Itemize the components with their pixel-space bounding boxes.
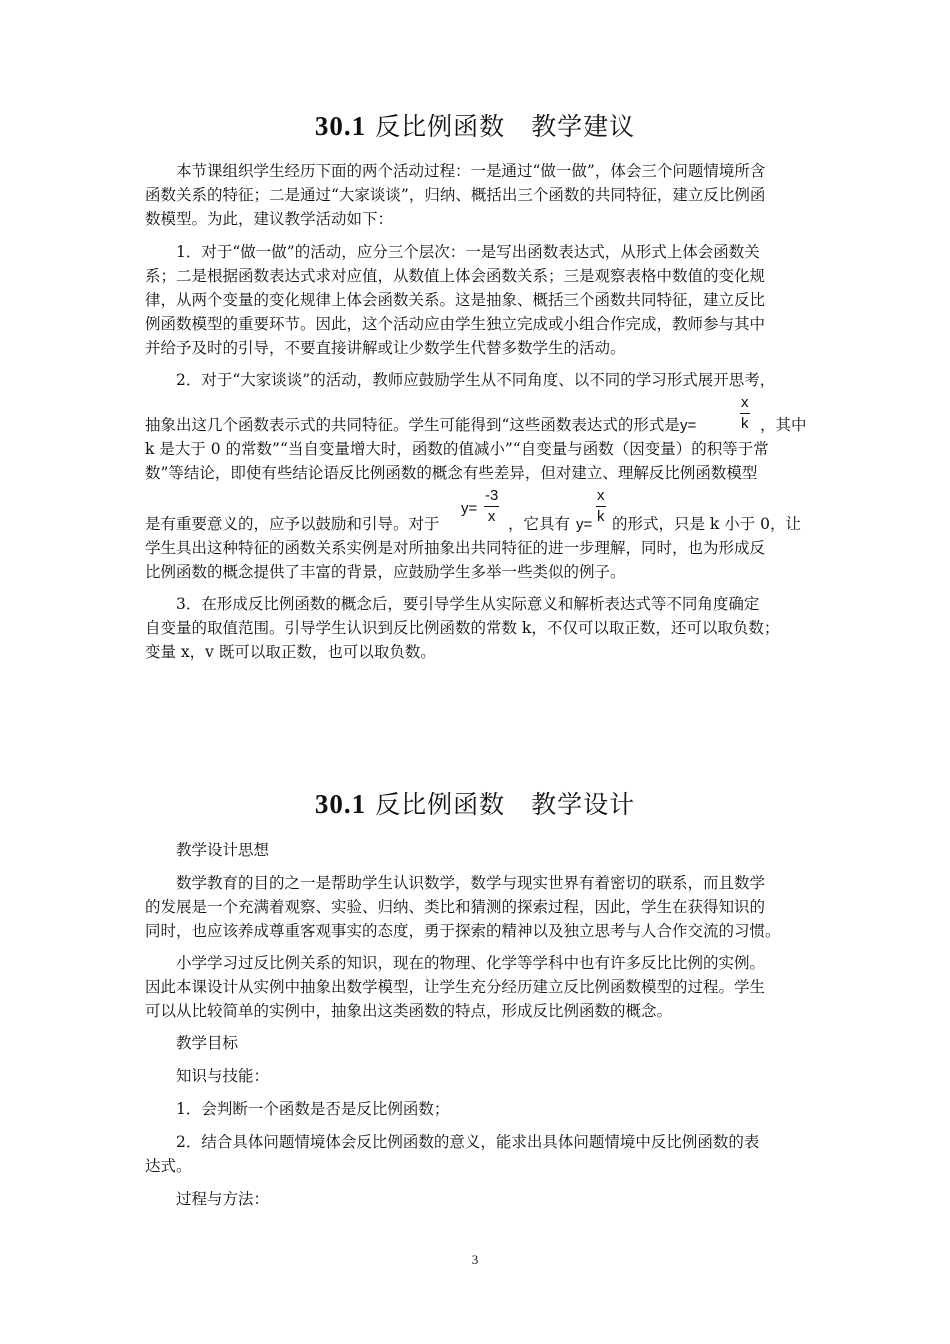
text-segment: ，其中 bbox=[760, 416, 807, 434]
text-segment: 是有重要意义的，应予以鼓励和引导。对于 bbox=[145, 515, 440, 533]
fraction-minus3-over-x bbox=[484, 487, 499, 526]
paragraph-line-with-formula bbox=[145, 413, 805, 438]
fraction-bar bbox=[596, 506, 606, 507]
fraction-bar bbox=[484, 506, 499, 507]
title-text: 反比例函数 教学建议 bbox=[375, 112, 636, 141]
subheading: 知识与技能： bbox=[176, 1067, 270, 1085]
paragraph-line: 可以从比较简单的实例中，抽象出这类函数的特点，形成反比例函数的概念。 bbox=[145, 1002, 673, 1020]
subheading: 教学设计思想 bbox=[176, 841, 270, 859]
list-item-continuation: 达式。 bbox=[145, 1157, 192, 1175]
paragraph-line: 数”等结论，即使有些结论语反比例函数的概念有些差异，但对建立、理解反比例函数模型 bbox=[145, 464, 758, 482]
paragraph-line: 本节课组织学生经历下面的两个活动过程：一是通过“做一做”，体会三个问题情境所含 bbox=[176, 162, 766, 180]
formula-lhs: y= bbox=[679, 417, 697, 434]
paragraph-line: 比例函数的概念提供了丰富的背景，应鼓励学生多举一些类似的例子。 bbox=[145, 563, 626, 581]
text-segment: 的形式，只是 k 小于 0，让 bbox=[612, 515, 802, 533]
page-number: 3 bbox=[471, 1252, 479, 1267]
paragraph-line: 自变量的取值范围。引导学生认识到反比例函数的常数 k，不仅可以取正数，还可以取负数； bbox=[145, 619, 780, 637]
paragraph-line: 数模型。为此，建议教学活动如下： bbox=[145, 210, 394, 228]
formula-y-equals: y= bbox=[576, 516, 593, 533]
fraction-denominator: k bbox=[597, 508, 605, 525]
subheading: 过程与方法： bbox=[176, 1190, 270, 1208]
paragraph-line: 例函数模型的重要环节。因此，这个活动应由学生独立完成或小组合作完成，教师参与其中 bbox=[145, 315, 766, 333]
fraction-denominator: k bbox=[741, 415, 749, 432]
paragraph-line: 系；二是根据函数表达式求对应值，从数值上体会函数关系；三是观察表格中数值的变化规 bbox=[145, 267, 766, 285]
paragraph-line: 学生具出这种特征的函数关系实例是对所抽象出共同特征的进一步理解，同时，也为形成反 bbox=[145, 539, 766, 557]
formula-lhs bbox=[576, 512, 598, 537]
list-item: 2．结合具体问题情境体会反比例函数的意义，能求出具体问题情境中反比例函数的表 bbox=[176, 1133, 760, 1151]
fraction-x-over-k bbox=[596, 487, 606, 526]
fraction-numerator: x bbox=[741, 394, 749, 411]
paragraph-line: 变量 x，v 既可以取正数，也可以取负数。 bbox=[145, 643, 436, 661]
paragraph-line: 律，从两个变量的变化规律上体会函数关系。这是抽象、概括三个函数共同特征，建立反比 bbox=[145, 291, 766, 309]
paragraph-line: 数学教育的目的之一是帮助学生认识数学，数学与现实世界有着密切的联系，而且数学 bbox=[176, 874, 766, 892]
title-number: 30.1 bbox=[314, 789, 367, 819]
paragraph-line: 函数关系的特征；二是通过“大家谈谈”，归纳、概括出三个函数的共同特征，建立反比例函 bbox=[145, 186, 766, 204]
list-item: 1．会判断一个函数是否是反比例函数； bbox=[176, 1100, 450, 1118]
formula-y-equals: y= bbox=[461, 500, 478, 517]
fraction-bar bbox=[740, 413, 750, 414]
title-text: 反比例函数 教学设计 bbox=[375, 790, 636, 819]
paragraph-line: 2．对于“大家谈谈”的活动，教师应鼓励学生从不同角度、以不同的学习形式展开思考， bbox=[176, 371, 776, 389]
paragraph-line: 1．对于“做一做”的活动，应分三个层次：一是写出函数表达式，从形式上体会函数关 bbox=[176, 243, 760, 261]
text-segment: 抽象出这几个函数表示式的共同特征。学生可能得到“这些函数表达式的形式是 bbox=[145, 416, 680, 434]
paragraph-line: 小学学习过反比例关系的知识，现在的物理、化学等学科中也有许多反比比例的实例。 bbox=[176, 954, 766, 972]
fraction-numerator: -3 bbox=[485, 487, 499, 504]
fraction-denominator: x bbox=[487, 508, 496, 525]
section-title-teaching-design bbox=[0, 788, 950, 821]
subheading: 教学目标 bbox=[176, 1034, 239, 1052]
title-number: 30.1 bbox=[314, 111, 367, 141]
paragraph-line: 3．在形成反比例函数的概念后，要引导学生从实际意义和解析表达式等不同角度确定 bbox=[176, 595, 760, 613]
fraction-numerator: x bbox=[597, 487, 605, 504]
paragraph-line: 的发展是一个充满着观察、实验、归纳、类比和猜测的探索过程，因此，学生在获得知识的 bbox=[145, 898, 766, 916]
paragraph-line: 并给予及时的引导，不要直接讲解或让少数学生代替多数学生的活动。 bbox=[145, 339, 626, 357]
paragraph-line: 同时，也应该养成尊重客观事实的态度，勇于探索的精神以及独立思考与人合作交流的习惯。 bbox=[145, 922, 781, 940]
fraction-x-over-k bbox=[740, 394, 750, 433]
paragraph-line: k 是大于 0 的常数”“当自变量增大时，函数的值减小”“自变量与函数（因变量）的积等于常 bbox=[145, 440, 769, 458]
paragraph-line: 因此本课设计从实例中抽象出数学模型，让学生充分经历建立反比例函数模型的过程。学生 bbox=[145, 978, 766, 996]
text-segment: ，它具有 bbox=[508, 515, 571, 533]
section-title-teaching-suggestions bbox=[0, 110, 950, 143]
